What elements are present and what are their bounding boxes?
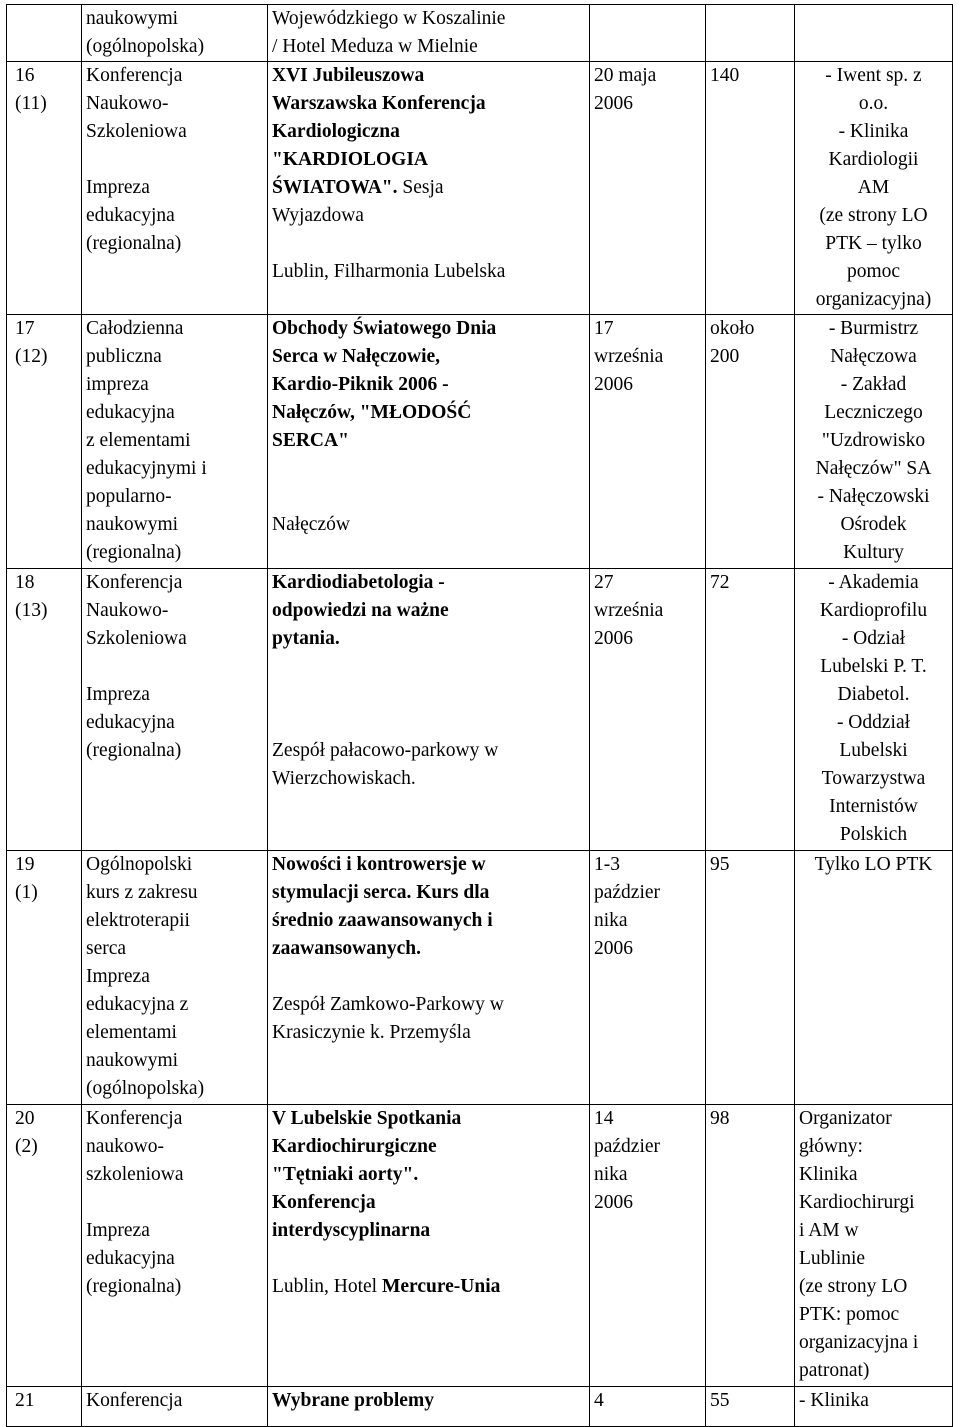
- organizer-cell: Tylko LO PTK: [795, 851, 953, 1105]
- title-cell: Obchody Światowego Dnia Serca w Nałęczowie, Kardio-Piknik 2006 - Nałęczów, "MŁODOŚĆ SERCA" Nałęczów: [268, 315, 590, 569]
- organizer-cell: - Akademia Kardioprofilu - Odział Lubelski P. T. Diabetol. - Oddział Lubelski Towarzystwa Internistów Polskich: [795, 569, 953, 851]
- number-cell: 19 (1): [7, 851, 82, 1105]
- title-cell: Kardiodiabetologia - odpowiedzi na ważne pytania. Zespół pałacowo-parkowy w Wierzchowiskach.: [268, 569, 590, 851]
- type-cell: Konferencja: [82, 1387, 268, 1427]
- type-cell: Ogólnopolski kurs z zakresu elektroterapii serca Impreza edukacyjna z elementami naukowymi (ogólnopolska): [82, 851, 268, 1105]
- type-cell: Konferencja naukowo- szkoleniowa Impreza edukacyjna (regionalna): [82, 1105, 268, 1387]
- type-cell: Konferencja Naukowo- Szkoleniowa Impreza edukacyjna (regionalna): [82, 569, 268, 851]
- type-cell: Konferencja Naukowo- Szkoleniowa Impreza edukacyjna (regionalna): [82, 62, 268, 315]
- title-cell: XVI Jubileuszowa Warszawska Konferencja Kardiologiczna "KARDIOLOGIA ŚWIATOWA". Sesja Wyjazdowa Lublin, Filharmonia Lubelska: [268, 62, 590, 315]
- number-cell: 17 (12): [7, 315, 82, 569]
- date-cell: 4: [590, 1387, 706, 1427]
- participants-cell: 140: [706, 62, 795, 315]
- organizer-cell: Organizator główny: Klinika Kardiochirurgi i AM w Lublinie (ze strony LO PTK: pomoc organizacyjna i patronat): [795, 1105, 953, 1387]
- table-row: [7, 315, 953, 569]
- participants-cell: 95: [706, 851, 795, 1105]
- events-table: [6, 4, 953, 1427]
- date-cell: 17 września 2006: [590, 315, 706, 569]
- date-cell: 1-3 paździer nika 2006: [590, 851, 706, 1105]
- organizer-cell: - Klinika: [795, 1387, 953, 1427]
- table-row: [7, 62, 953, 315]
- table-row: [7, 5, 953, 62]
- organizer-cell: [795, 5, 953, 62]
- number-cell: 20 (2): [7, 1105, 82, 1387]
- participants-cell: około 200: [706, 315, 795, 569]
- number-cell: [7, 5, 82, 62]
- table-row: [7, 569, 953, 851]
- date-cell: 27 września 2006: [590, 569, 706, 851]
- participants-cell: 55: [706, 1387, 795, 1427]
- title-cell: Nowości i kontrowersje w stymulacji serca. Kurs dla średnio zaawansowanych i zaawansowanych. Zespół Zamkowo-Parkowy w Krasiczynie k. Przemyśla: [268, 851, 590, 1105]
- table-row: [7, 851, 953, 1105]
- type-cell: Całodzienna publiczna impreza edukacyjna z elementami edukacyjnymi i popularno- naukowymi (regionalna): [82, 315, 268, 569]
- date-cell: 14 paździer nika 2006: [590, 1105, 706, 1387]
- number-cell: 18 (13): [7, 569, 82, 851]
- number-cell: 21: [7, 1387, 82, 1427]
- date-cell: 20 maja 2006: [590, 62, 706, 315]
- type-cell: naukowymi (ogólnopolska): [82, 5, 268, 62]
- title-cell: V Lubelskie Spotkania Kardiochirurgiczne "Tętniaki aorty". Konferencja interdyscyplinarna Lublin, Hotel Mercure-Unia: [268, 1105, 590, 1387]
- table-row: [7, 1387, 953, 1427]
- organizer-cell: - Iwent sp. z o.o. - Klinika Kardiologii AM (ze strony LO PTK – tylko pomoc organizacyjna): [795, 62, 953, 315]
- date-cell: [590, 5, 706, 62]
- participants-cell: 72: [706, 569, 795, 851]
- title-cell: Wojewódzkiego w Koszalinie / Hotel Meduza w Mielnie: [268, 5, 590, 62]
- number-cell: 16 (11): [7, 62, 82, 315]
- table-row: [7, 1105, 953, 1387]
- organizer-cell: - Burmistrz Nałęczowa - Zakład Leczniczego "Uzdrowisko Nałęczów" SA - Nałęczowski Ośrodek Kultury: [795, 315, 953, 569]
- participants-cell: 98: [706, 1105, 795, 1387]
- participants-cell: [706, 5, 795, 62]
- title-cell: Wybrane problemy: [268, 1387, 590, 1427]
